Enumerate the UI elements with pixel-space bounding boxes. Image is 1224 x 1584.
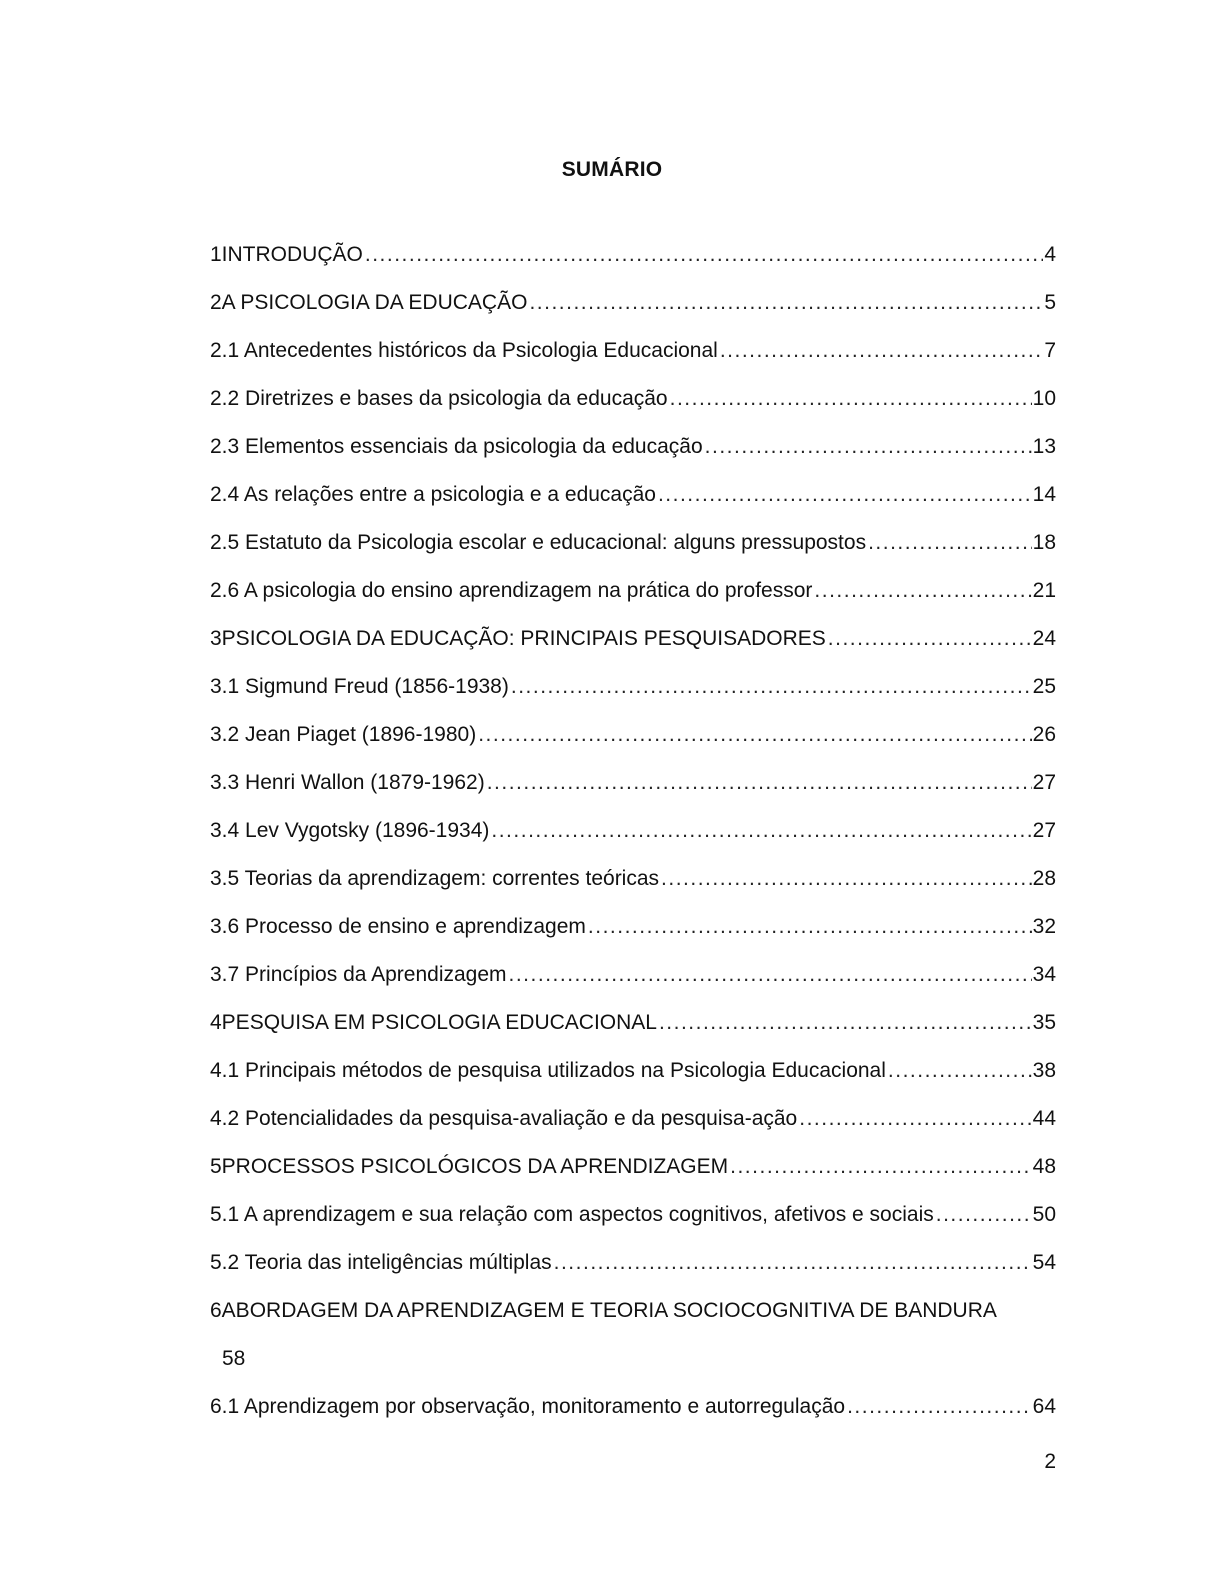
toc-entry	[210, 668, 1056, 716]
toc-dot-leader	[888, 1052, 1032, 1090]
toc-entry-label: 1INTRODUÇÃO	[210, 243, 363, 266]
toc-entry-page: 24	[1032, 627, 1056, 650]
toc-dot-leader	[659, 1004, 1032, 1042]
toc-entry	[210, 476, 1056, 524]
toc-entry-label: 2.1 Antecedentes históricos da Psicologia Educacional	[210, 339, 718, 362]
toc-entry-label: 5PROCESSOS PSICOLÓGICOS DA APRENDIZAGEM	[210, 1155, 729, 1178]
toc-entry-label: 2.6 A psicologia do ensino aprendizagem na prática do professor	[210, 579, 813, 602]
toc-entry-page: 14	[1032, 483, 1056, 506]
toc-entry	[210, 428, 1056, 476]
toc-dot-leader	[365, 236, 1043, 274]
toc-entry-page: 13	[1032, 435, 1056, 458]
toc-dot-leader	[868, 524, 1032, 562]
page-number: 2	[1044, 1450, 1056, 1473]
toc-entry-label: 2A PSICOLOGIA DA EDUCAÇÃO	[210, 291, 528, 314]
toc-entry	[210, 380, 1056, 428]
toc-dot-leader	[529, 284, 1043, 322]
toc-entry-page: 26	[1032, 723, 1056, 746]
toc-entry-label: 3.5 Teorias da aprendizagem: correntes teóricas	[210, 867, 660, 890]
toc-dot-leader	[509, 956, 1032, 994]
toc-entry-page: 34	[1032, 963, 1056, 986]
toc-entry	[210, 1100, 1056, 1148]
toc-entry-label: 2.5 Estatuto da Psicologia escolar e educacional: alguns pressupostos	[210, 531, 867, 554]
toc-entry	[210, 572, 1056, 620]
toc-entry	[210, 236, 1056, 284]
toc-entry-page: 28	[1032, 867, 1056, 890]
toc-entry-label: 2.3 Elementos essenciais da psicologia da educação	[210, 435, 703, 458]
toc-entry-page: 38	[1032, 1059, 1056, 1082]
toc-entry-page: 7	[1044, 339, 1056, 362]
table-of-contents	[210, 236, 1056, 1436]
toc-entry-page: 50	[1032, 1203, 1056, 1226]
toc-entry-label: 5.1 A aprendizagem e sua relação com aspectos cognitivos, afetivos e sociais	[210, 1203, 934, 1226]
toc-entry-page: 54	[1032, 1251, 1056, 1274]
toc-dot-leader	[936, 1196, 1032, 1234]
toc-entry-page: 18	[1032, 531, 1056, 554]
toc-dot-leader	[847, 1388, 1032, 1426]
toc-dot-leader	[554, 1244, 1032, 1282]
toc-entry	[210, 716, 1056, 764]
toc-entry-label: 3.4 Lev Vygotsky (1896-1934)	[210, 819, 490, 842]
toc-entry-label: 6ABORDAGEM DA APRENDIZAGEM E TEORIA SOCIOCOGNITIVA DE BANDURA	[210, 1299, 997, 1322]
toc-entry-page: 64	[1032, 1395, 1056, 1418]
toc-entry-label: 4.1 Principais métodos de pesquisa utilizados na Psicologia Educacional	[210, 1059, 886, 1082]
toc-entry-page: 48	[1032, 1155, 1056, 1178]
toc-entry	[210, 1148, 1056, 1196]
toc-entry-page: 32	[1032, 915, 1056, 938]
toc-entry-page: 5	[1044, 291, 1056, 314]
toc-entry	[210, 1004, 1056, 1052]
toc-entry-page: 25	[1032, 675, 1056, 698]
toc-entry-label: 3.3 Henri Wallon (1879-1962)	[210, 771, 485, 794]
toc-entry	[210, 812, 1056, 860]
toc-dot-leader	[491, 812, 1031, 850]
toc-entry-page: 27	[1032, 819, 1056, 842]
toc-entry-label: 5.2 Teoria das inteligências múltiplas	[210, 1251, 552, 1274]
toc-dot-leader	[720, 332, 1043, 370]
toc-dot-leader	[487, 764, 1032, 802]
toc-entry-page: 21	[1032, 579, 1056, 602]
toc-entry-label: 3.6 Processo de ensino e aprendizagem	[210, 915, 586, 938]
toc-entry	[210, 764, 1056, 812]
toc-entry	[210, 284, 1056, 332]
toc-entry-label: 3PSICOLOGIA DA EDUCAÇÃO: PRINCIPAIS PESQUISADORES	[210, 627, 826, 650]
toc-entry-label: 2.2 Diretrizes e bases da psicologia da educação	[210, 387, 668, 410]
toc-entry-label: 4.2 Potencialidades da pesquisa-avaliação e da pesquisa-ação	[210, 1107, 798, 1130]
toc-dot-leader	[658, 476, 1032, 514]
toc-entry-label: 3.2 Jean Piaget (1896-1980)	[210, 723, 477, 746]
toc-entry	[210, 1292, 1056, 1388]
toc-dot-leader	[730, 1148, 1032, 1186]
toc-dot-leader	[799, 1100, 1031, 1138]
page-title: SUMÁRIO	[561, 158, 663, 181]
toc-entry	[210, 1196, 1056, 1244]
toc-entry	[210, 1244, 1056, 1292]
toc-entry-page: 58	[222, 1347, 246, 1370]
toc-dot-leader	[588, 908, 1032, 946]
toc-entry	[210, 1052, 1056, 1100]
toc-entry-page: 27	[1032, 771, 1056, 794]
toc-entry	[210, 332, 1056, 380]
toc-entry-label: 2.4 As relações entre a psicologia e a educação	[210, 483, 656, 506]
toc-dot-leader	[705, 428, 1032, 466]
toc-dot-leader	[478, 716, 1031, 754]
toc-entry	[210, 956, 1056, 1004]
toc-entry-label: 6.1 Aprendizagem por observação, monitoramento e autorregulação	[210, 1395, 846, 1418]
toc-entry-page: 10	[1032, 387, 1056, 410]
toc-entry-label: 3.7 Princípios da Aprendizagem	[210, 963, 507, 986]
toc-entry	[210, 1388, 1056, 1436]
toc-dot-leader	[814, 572, 1031, 610]
toc-entry	[210, 860, 1056, 908]
toc-entry-label: 4PESQUISA EM PSICOLOGIA EDUCACIONAL	[210, 1011, 657, 1034]
toc-dot-leader	[670, 380, 1032, 418]
toc-dot-leader	[511, 668, 1032, 706]
toc-entry	[210, 620, 1056, 668]
toc-dot-leader	[828, 620, 1032, 658]
toc-entry-page: 4	[1044, 243, 1056, 266]
toc-entry	[210, 524, 1056, 572]
toc-entry-label: 3.1 Sigmund Freud (1856-1938)	[210, 675, 509, 698]
toc-entry-page: 44	[1032, 1107, 1056, 1130]
toc-entry	[210, 908, 1056, 956]
toc-dot-leader	[661, 860, 1032, 898]
toc-entry-page: 35	[1032, 1011, 1056, 1034]
